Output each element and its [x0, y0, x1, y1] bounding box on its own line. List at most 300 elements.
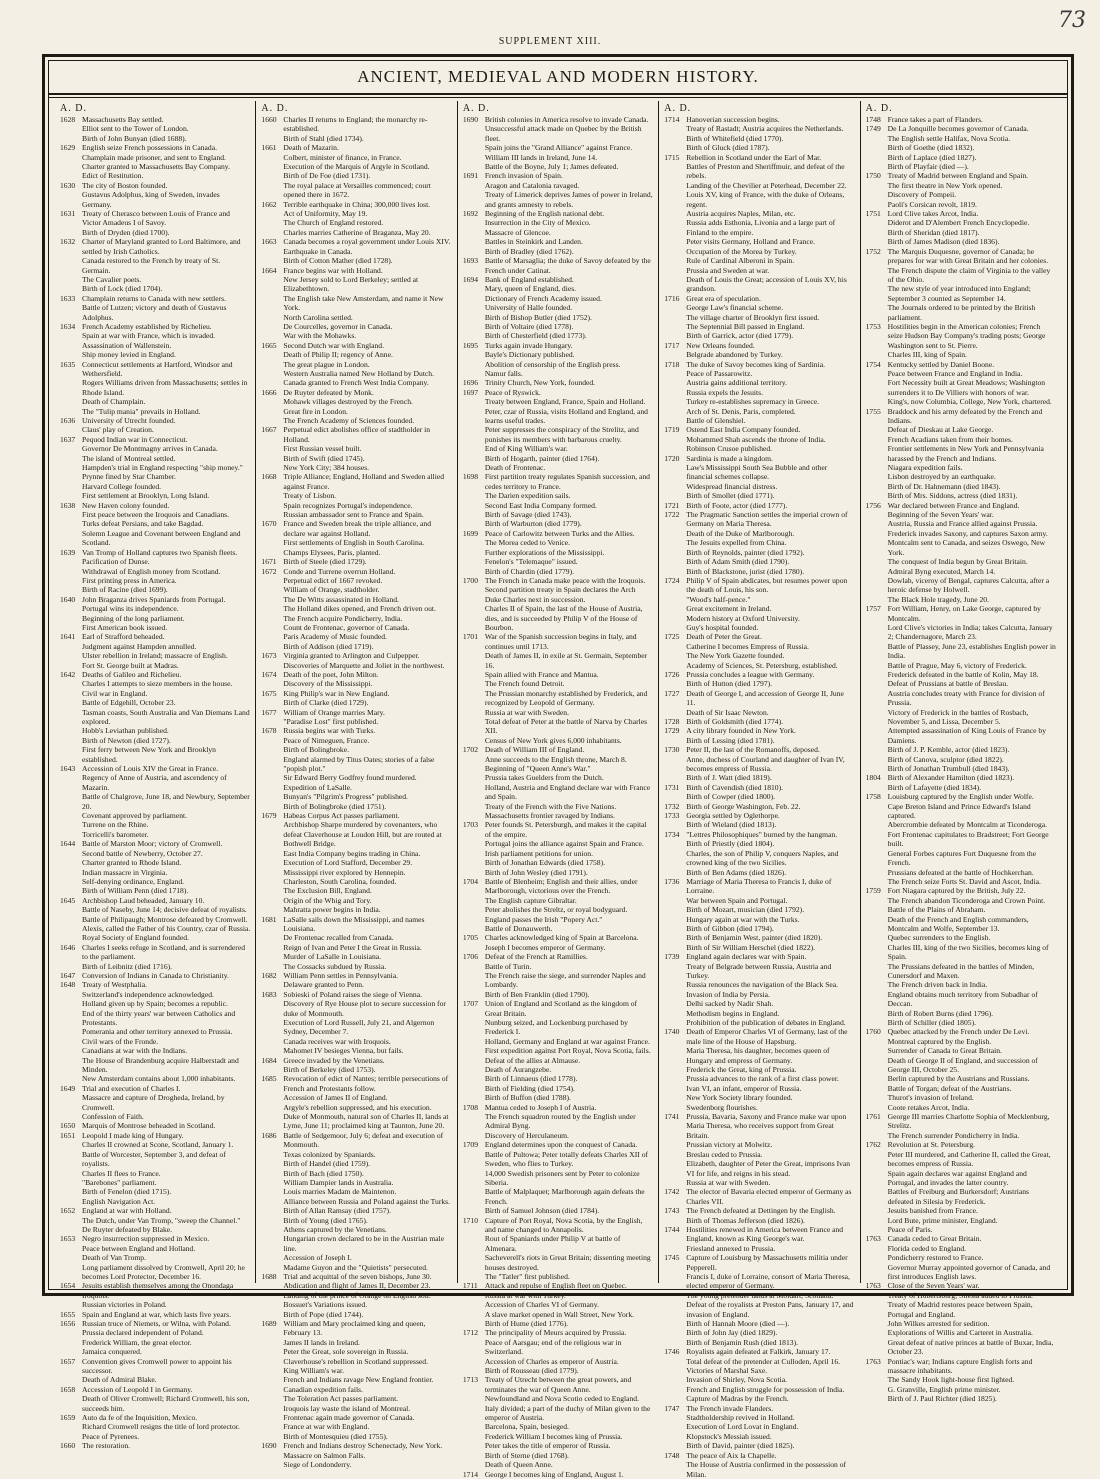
entry-text: Conde and Turrene overrun Holland. [283, 566, 396, 576]
entry-year [664, 209, 686, 218]
entry-text: Birth of Chardin (died 1779). [484, 566, 575, 576]
entry-text: End of King William's war. [484, 444, 568, 454]
entry-year [866, 726, 888, 745]
entry-year [261, 1093, 283, 1102]
entry-year [866, 1263, 888, 1282]
entry-text: De Ruyter defeated by Blake. [82, 1224, 173, 1234]
history-entry [866, 755, 1056, 764]
entry-year [60, 444, 82, 453]
entry-year [261, 1225, 283, 1234]
entry-year [60, 567, 82, 576]
entry-text: Covenant approved by parliament. [82, 811, 188, 821]
entry-text: Charter granted to Rhode Island. [82, 858, 182, 868]
entry-year [866, 266, 888, 285]
entry-text: Rebellion in Scotland under the Earl of Mar. [686, 152, 822, 162]
history-entry [866, 896, 1056, 905]
entry-year [664, 491, 686, 500]
history-entry [664, 820, 854, 829]
history-entry [60, 849, 250, 858]
entry-year [664, 1140, 686, 1149]
history-entry [664, 294, 854, 303]
entry-year [261, 1300, 283, 1309]
history-entry [866, 1375, 1056, 1384]
entry-text: Robinson Crusoe published. [686, 444, 773, 454]
entry-text: Birth of Foote, actor (died 1777). [686, 500, 788, 510]
history-entry [60, 1169, 250, 1178]
entry-text: Union of England and Scotland as the kingdom of Great Britain. [484, 999, 638, 1018]
history-entry [664, 689, 854, 708]
entry-year [664, 708, 686, 717]
history-entry [866, 1394, 1056, 1403]
entry-text: First settlement at Brooklyn, Long Island. [82, 491, 210, 501]
entry-text: The peace of Aix la Chapelle. [686, 1450, 777, 1460]
entry-year [463, 990, 485, 999]
history-entry [261, 868, 451, 877]
history-entry [866, 1150, 1056, 1169]
entry-year: 1647 [60, 970, 76, 980]
entry-text: Lord Bute, prime minister, England. [887, 1215, 998, 1225]
entry-year [463, 679, 485, 688]
history-entry [664, 322, 854, 331]
entry-year [866, 1084, 888, 1093]
entry-year [664, 247, 686, 256]
history-entry [866, 1037, 1056, 1046]
entry-year [60, 1197, 82, 1206]
history-entry [60, 1281, 250, 1300]
history-entry [866, 284, 1056, 303]
entry-text: French Acadians taken from their homes. [887, 434, 1013, 444]
entry-year: 1630 [60, 180, 76, 190]
entry-text: Champlain made prisoner, and sent to England. [82, 152, 226, 162]
entry-year [261, 1291, 283, 1300]
history-entry [866, 623, 1056, 642]
history-entry [261, 557, 451, 566]
entry-year [261, 1357, 283, 1366]
entry-text: Battles of Freiburg and Burkersdorf; Austrians defeated in Silesia by Frederick. [887, 1187, 1030, 1206]
entry-text: Attack and repulse of English fleet on Quebec. [484, 1281, 627, 1291]
history-entry [463, 924, 653, 933]
entry-text: France and Sweden break the triple alliance, and declare war against Holland. [283, 519, 431, 538]
entry-year [664, 538, 686, 547]
history-entry [664, 1206, 854, 1215]
history-entry [60, 877, 250, 886]
entry-year [463, 1112, 485, 1131]
entry-text: New Amsterdam contains about 1,000 inhabitants. [82, 1074, 236, 1084]
entry-text: Newfoundland and Nova Scotio ceded to England. [484, 1394, 639, 1404]
history-entry [60, 510, 250, 519]
entry-year [664, 162, 686, 181]
entry-year [664, 642, 686, 651]
history-entry [866, 1385, 1056, 1394]
history-entry [866, 886, 1056, 895]
entry-text: The English take New Amsterdam, and name it New York. [283, 293, 444, 313]
history-entry [261, 501, 451, 510]
history-entry [261, 689, 451, 698]
entry-text: The Prussians defeated in the battles of Minden, Cunersdorf and Maxen. [887, 961, 1034, 980]
history-entry [261, 962, 451, 971]
history-entry [463, 962, 653, 971]
entry-year [463, 736, 485, 745]
history-entry [866, 708, 1056, 727]
entry-year [261, 548, 283, 557]
entry-year [261, 1018, 283, 1037]
history-entry [463, 1074, 653, 1083]
history-entry [261, 642, 451, 651]
history-entry [664, 933, 854, 942]
entry-text: Peace of Nimeguen, France. [283, 735, 370, 745]
history-entry [463, 341, 653, 350]
history-entry [261, 990, 451, 999]
entry-year [261, 962, 283, 971]
history-entry [866, 482, 1056, 491]
entry-year [60, 378, 82, 397]
history-entry [866, 868, 1056, 877]
entry-text: Barcelona, Spain, besieged. [484, 1422, 569, 1432]
entry-text: George Law's financial scheme. [686, 303, 784, 313]
history-entry [261, 1291, 451, 1300]
entry-text: The Journals ordered to be printed by the British parliament. [887, 303, 1036, 322]
history-entry [261, 886, 451, 895]
entry-year [866, 153, 888, 162]
history-entry [60, 303, 250, 322]
entry-text: Lord Clive takes Arcot, India. [887, 209, 979, 219]
history-entry [60, 943, 250, 962]
history-entry [463, 1084, 653, 1093]
history-entry [664, 444, 854, 453]
entry-year [261, 218, 283, 227]
entry-year: 1734 [664, 829, 680, 839]
history-entry [664, 501, 854, 510]
entry-year [866, 1253, 888, 1262]
entry-year: 1725 [664, 632, 680, 642]
history-entry [866, 830, 1056, 849]
history-entry [463, 1150, 653, 1169]
entry-text: Peace of Ryswick. [484, 387, 541, 397]
entry-year [866, 143, 888, 152]
entry-text: Rogers Williams driven from Massachusetts; settles in Rhode Island. [82, 378, 248, 397]
entry-text: Treaty of the French with the Five Nations. [484, 801, 617, 811]
ad-heading: A. D. [664, 103, 692, 114]
entry-text: Accession of Louis XIV the Great in France. [82, 764, 219, 774]
entry-text: Birth of Leibnitz (died 1716). [82, 961, 173, 971]
history-entry [261, 1150, 451, 1159]
entry-text: Peter abolishes the Streltz, or royal bodyguard. [484, 905, 628, 915]
entry-year [463, 567, 485, 576]
history-entry [463, 1422, 653, 1431]
ad-heading: A. D. [261, 103, 289, 114]
entry-text: De Ruyter defeated by Monk. [283, 387, 374, 397]
history-entry [261, 849, 451, 858]
entry-year [60, 661, 82, 670]
history-entry [60, 294, 250, 303]
entry-text: Treaty of Cherasco between Louis of France and Victor Amadeus I of Savoy. [82, 209, 230, 228]
entry-year [261, 877, 283, 886]
entry-text: Hobb's Leviathan published. [82, 726, 169, 736]
entry-year: 1751 [865, 209, 881, 219]
entry-text: Confession of Faith. [82, 1112, 144, 1122]
entry-text: Peter suppresses the conspiracy of the Strelitz, and punishes its members with barbarous cruelty. [484, 425, 639, 444]
history-entry [664, 868, 854, 877]
history-entry [60, 1432, 250, 1441]
entry-text: Modern history at Oxford University. [686, 613, 800, 623]
entry-year [664, 266, 686, 275]
entry-text: Spain at war with France, which is invaded. [82, 331, 216, 341]
entry-year: 1649 [60, 1083, 76, 1093]
entry-year [664, 548, 686, 557]
entry-text: Bank of England established. [484, 274, 574, 284]
history-entry [60, 1187, 250, 1196]
entry-text: Archbishop Sharpe murdered by covenanters, who defeat Claverhouse at Loudon Hill, but are routed at Bothwell Bridge. [283, 820, 442, 849]
entry-text: Birth of Newton (died 1727). [82, 735, 171, 745]
entry-text: Leopold I made king of Hungary. [82, 1130, 184, 1140]
history-entry [60, 1140, 250, 1149]
entry-text: Accession of James II of England. [283, 1093, 388, 1103]
entry-year [866, 200, 888, 209]
history-entry [664, 1253, 854, 1272]
history-entry [463, 576, 653, 585]
history-entry [60, 1009, 250, 1028]
history-entry [60, 1375, 250, 1384]
entry-year [866, 529, 888, 538]
history-entry [866, 915, 1056, 934]
history-entry [60, 858, 250, 867]
entry-text: Cape Breton Island and Prince Edward's Island captured. [887, 801, 1031, 821]
entry-text: Birth of Ben Adams (died 1826). [686, 867, 787, 877]
entry-year [261, 868, 283, 877]
entry-text: Birth of Schiller (died 1805). [887, 1018, 976, 1027]
entry-year: 1706 [462, 952, 478, 962]
history-entry [60, 905, 250, 914]
history-entry [463, 171, 653, 180]
history-entry [463, 538, 653, 547]
entry-text: Canada receives war with Iroquois. [283, 1036, 391, 1046]
history-entry [664, 378, 854, 387]
entry-year [60, 407, 82, 416]
history-entry [60, 745, 250, 764]
entry-year: 1653 [60, 1234, 76, 1244]
entry-text: Sir Edward Berry Godfrey found murdered. [283, 773, 417, 783]
history-entry [60, 482, 250, 491]
entry-year: 1705 [462, 933, 478, 943]
history-entry [463, 811, 653, 820]
entry-text: Dictionary of French Academy issued. [484, 293, 602, 303]
history-entry [664, 491, 854, 500]
history-entry [866, 1300, 1056, 1319]
history-entry [664, 331, 854, 340]
entry-year [866, 472, 888, 481]
entry-year [60, 397, 82, 406]
entry-year [664, 256, 686, 265]
history-entry [664, 745, 854, 754]
entry-text: France at war with England. [283, 1422, 370, 1432]
history-entry [261, 491, 451, 500]
entry-year [866, 990, 888, 1009]
entry-text: Unsuccessful attack made on Quebec by the British fleet. [484, 124, 642, 143]
history-entry [866, 425, 1056, 434]
history-entry [866, 115, 1056, 124]
entry-text: The House of Austria confirmed in the possession of Milan. [686, 1460, 847, 1479]
entry-text: Admiral Byng executed, March 14. [887, 566, 996, 576]
history-entry [866, 463, 1056, 472]
history-column-2 [256, 101, 457, 1470]
entry-text: Birth of Young (died 1765). [283, 1215, 368, 1225]
entry-text: English seize French possessions in Canada. [82, 143, 217, 153]
entry-year: 1656 [60, 1319, 76, 1328]
entry-text: Act of Uniformity, May 19. [283, 209, 368, 219]
entry-year [463, 181, 485, 190]
entry-year: 1632 [60, 237, 76, 247]
ad-heading: A. D. [865, 103, 893, 114]
history-entry [463, 529, 653, 538]
entry-year [60, 1263, 82, 1282]
entry-text: Royal Society of England founded. [82, 933, 189, 943]
entry-year [463, 651, 485, 670]
history-entry [261, 679, 451, 688]
entry-text: Delhi sacked by Nadir Shah. [686, 999, 774, 1009]
entry-text: Birth of Savage (died 1743). [484, 510, 572, 520]
history-entry [463, 1441, 653, 1450]
entry-year [664, 905, 686, 914]
entry-text: The Darien expedition sails. [484, 491, 571, 501]
entry-text: Austria gains additional territory. [686, 378, 787, 388]
history-entry [463, 773, 653, 782]
entry-text: Fenelon's "Telemaque" issued. [484, 557, 578, 567]
history-entry [463, 585, 653, 604]
entry-year: 1754 [865, 359, 881, 369]
entry-year [261, 1347, 283, 1356]
entry-year: 1696 [462, 378, 478, 388]
entry-text: The Dutch, under Van Tromp, "sweep the Channel." [82, 1215, 241, 1225]
entry-text: Methodism begins in England. [686, 1008, 780, 1018]
history-entry [866, 1357, 1056, 1376]
entry-year [463, 397, 485, 406]
history-entry [261, 519, 451, 538]
entry-text: The Prussian monarchy established by Frederick, and recognized by Leopold of Germany. [484, 688, 648, 708]
entry-year [664, 1432, 686, 1441]
entry-year [60, 877, 82, 886]
entry-year [463, 313, 485, 322]
entry-text: Treaty of Lisbon. [283, 491, 337, 501]
entry-text: Conversion of Indians in Canada to Christianity. [82, 970, 229, 980]
history-entry [463, 1065, 653, 1074]
entry-year [664, 350, 686, 359]
entry-year: 1650 [60, 1121, 76, 1131]
entry-text: France begins war with Holland. [283, 265, 383, 275]
history-entry [60, 1338, 250, 1347]
entry-text: Paoli's Corsican revolt, 1819. [887, 199, 977, 209]
history-entry [866, 200, 1056, 209]
history-entry [60, 1310, 250, 1319]
entry-year [866, 896, 888, 905]
entry-text: Portugal wins its independence. [82, 604, 179, 614]
entry-text: The Church of England restored. [283, 218, 384, 228]
history-entry [261, 632, 451, 641]
entry-year [463, 1234, 485, 1253]
entry-year [664, 313, 686, 322]
history-entry [866, 1009, 1056, 1018]
entry-year [60, 275, 82, 284]
history-entry [463, 548, 653, 557]
history-entry [664, 755, 854, 774]
history-entry [664, 1150, 854, 1159]
entry-year [463, 1338, 485, 1357]
history-entry [463, 915, 653, 924]
history-entry [866, 181, 1056, 190]
history-entry [261, 896, 451, 905]
history-entry [866, 1131, 1056, 1140]
entry-year [664, 1338, 686, 1347]
history-entry [463, 124, 653, 143]
entry-text: Bayle's Dictionary published. [484, 350, 575, 360]
entry-year [261, 397, 283, 406]
history-entry [60, 209, 250, 228]
history-entry [866, 567, 1056, 576]
entry-text: Birth of Cowper (died 1800). [686, 792, 776, 802]
entry-text: Birth of Benjamin West, painter (died 1820). [686, 933, 823, 943]
entry-text: Birth of Playfair (died —). [887, 162, 969, 172]
entry-year [664, 218, 686, 237]
history-entry [463, 454, 653, 463]
history-entry [261, 1253, 451, 1262]
entry-text: Birth of Priestly (died 1804). [686, 839, 775, 849]
entry-year [261, 896, 283, 905]
entry-text: Birth of Buffon (died 1788). [484, 1093, 571, 1103]
history-entry [664, 1451, 854, 1460]
entry-text: Peter III murdered, and Catherine II, called the Great, becomes empress of Russia. [887, 1149, 1051, 1169]
entry-text: Duke of Monmouth, natural son of Charles II, lands at Lyme, June 11; proclaimed king at Taunton, June 20. [283, 1112, 449, 1131]
history-entry [664, 1366, 854, 1375]
entry-year [866, 397, 888, 406]
entry-text: Braddock and his army defeated by the French and Indians. [887, 406, 1043, 425]
history-entry [664, 915, 854, 924]
entry-year [463, 322, 485, 331]
history-entry [60, 642, 250, 651]
history-entry [60, 407, 250, 416]
entry-text: Battle of Plassey, June 23, establishes English power in India. [887, 641, 1056, 661]
history-entry [60, 1413, 250, 1422]
entry-text: Birth of Alexander Hamilton (died 1823). [887, 773, 1015, 783]
entry-year [261, 755, 283, 774]
entry-text: Austria, Russia and France allied against Prussia. [887, 519, 1038, 529]
entry-text: Law's Mississippi South Sea Bubble and other financial schemes collapse. [686, 463, 828, 482]
entry-year [463, 1404, 485, 1423]
entry-text: Birth of Rousseau (died 1779). [484, 1366, 579, 1376]
entry-year [463, 162, 485, 171]
entry-year [866, 943, 888, 962]
history-entry [664, 115, 854, 124]
entry-text: Birth of Whitefield (died 1770). [686, 133, 784, 143]
entry-year [60, 962, 82, 971]
history-entry [664, 529, 854, 538]
entry-year [60, 124, 82, 133]
entry-text: Birth of Hannah Moore (died —). [686, 1319, 790, 1328]
history-entry [664, 1187, 854, 1206]
history-entry [866, 905, 1056, 914]
entry-year: 1718 [664, 359, 680, 369]
entry-year: 1748 [664, 1450, 680, 1460]
entry-year: 1758 [865, 792, 881, 802]
entry-year [60, 1037, 82, 1046]
history-entry [261, 350, 451, 359]
entry-text: Birth of Canova, sculptor (died 1822). [887, 754, 1004, 764]
entry-text: Fort Niagara captured by the British, July 22. [887, 886, 1026, 896]
entry-year [261, 454, 283, 463]
entry-year [664, 1009, 686, 1018]
entry-text: Birth of Dryden (died 1700). [82, 227, 170, 237]
entry-text: Irish parliament petitions for union. [484, 848, 594, 858]
entry-year [463, 670, 485, 679]
entry-text: Fort William, Henry, on Lake George, captured by Montcalm. [887, 604, 1041, 623]
